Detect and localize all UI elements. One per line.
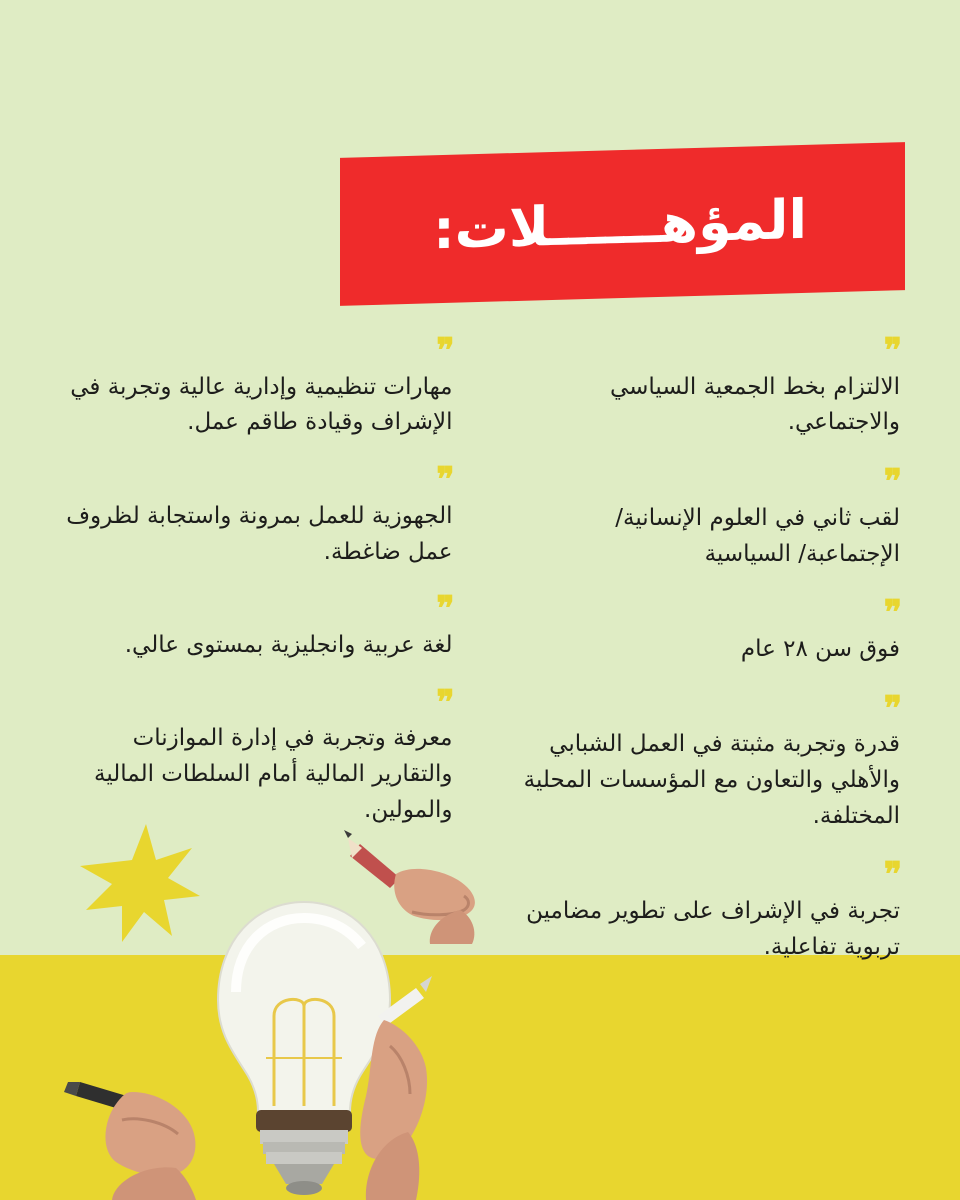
quote-icon: ❞	[883, 688, 900, 729]
quote-icon: ❞	[436, 460, 453, 501]
list-item	[508, 688, 901, 835]
bottom-color-band	[0, 955, 960, 1200]
quote-icon: ❞	[436, 589, 453, 630]
list-item	[60, 331, 453, 441]
quote-icon: ❞	[883, 462, 900, 503]
quote-icon: ❞	[436, 682, 453, 723]
list-item-text: قدرة وتجربة مثبتة في العمل الشبابي والأهلي والتعاون مع المؤسسات المحلية المختلفة.	[523, 731, 900, 829]
quote-icon: ❞	[436, 331, 453, 371]
column-left	[60, 331, 453, 991]
list-item	[508, 855, 901, 965]
list-item	[508, 331, 901, 441]
list-item	[508, 593, 901, 667]
list-item-text: لقب ثاني في العلوم الإنسانية/ الإجتماعبة/ السياسية	[615, 504, 900, 567]
quote-icon: ❞	[883, 855, 900, 896]
list-item	[60, 589, 453, 663]
list-item-text: لغة عربية وانجليزية بمستوى عالي.	[124, 631, 453, 658]
page-title: المؤهــــــلات:	[433, 187, 807, 261]
list-item-text: معرفة وتجربة في إدارة الموازنات والتقارير المالية أمام السلطات المالية والمولين.	[93, 725, 453, 823]
list-item-text: الجهوزية للعمل بمرونة واستجابة لظروف عمل ضاغطة.	[66, 502, 453, 565]
list-item	[508, 462, 901, 572]
list-item-text: تجربة في الإشراف على تطوير مضامين تربوية تفاعلية.	[526, 898, 900, 960]
header	[0, 150, 960, 310]
quote-icon: ❞	[883, 593, 900, 634]
list-item-text: فوق سن ٢٨ عام	[740, 635, 900, 662]
list-item	[60, 460, 453, 570]
list-item	[60, 682, 453, 829]
quote-icon: ❞	[883, 331, 900, 371]
list-item-text: الالتزام بخط الجمعية السياسي والاجتماعي.	[609, 373, 900, 436]
list-item-text: مهارات تنظيمية وإدارية عالية وتجربة في الإشراف وقيادة طاقم عمل.	[70, 373, 453, 436]
qualifications-columns	[0, 331, 960, 991]
column-right	[508, 331, 901, 991]
